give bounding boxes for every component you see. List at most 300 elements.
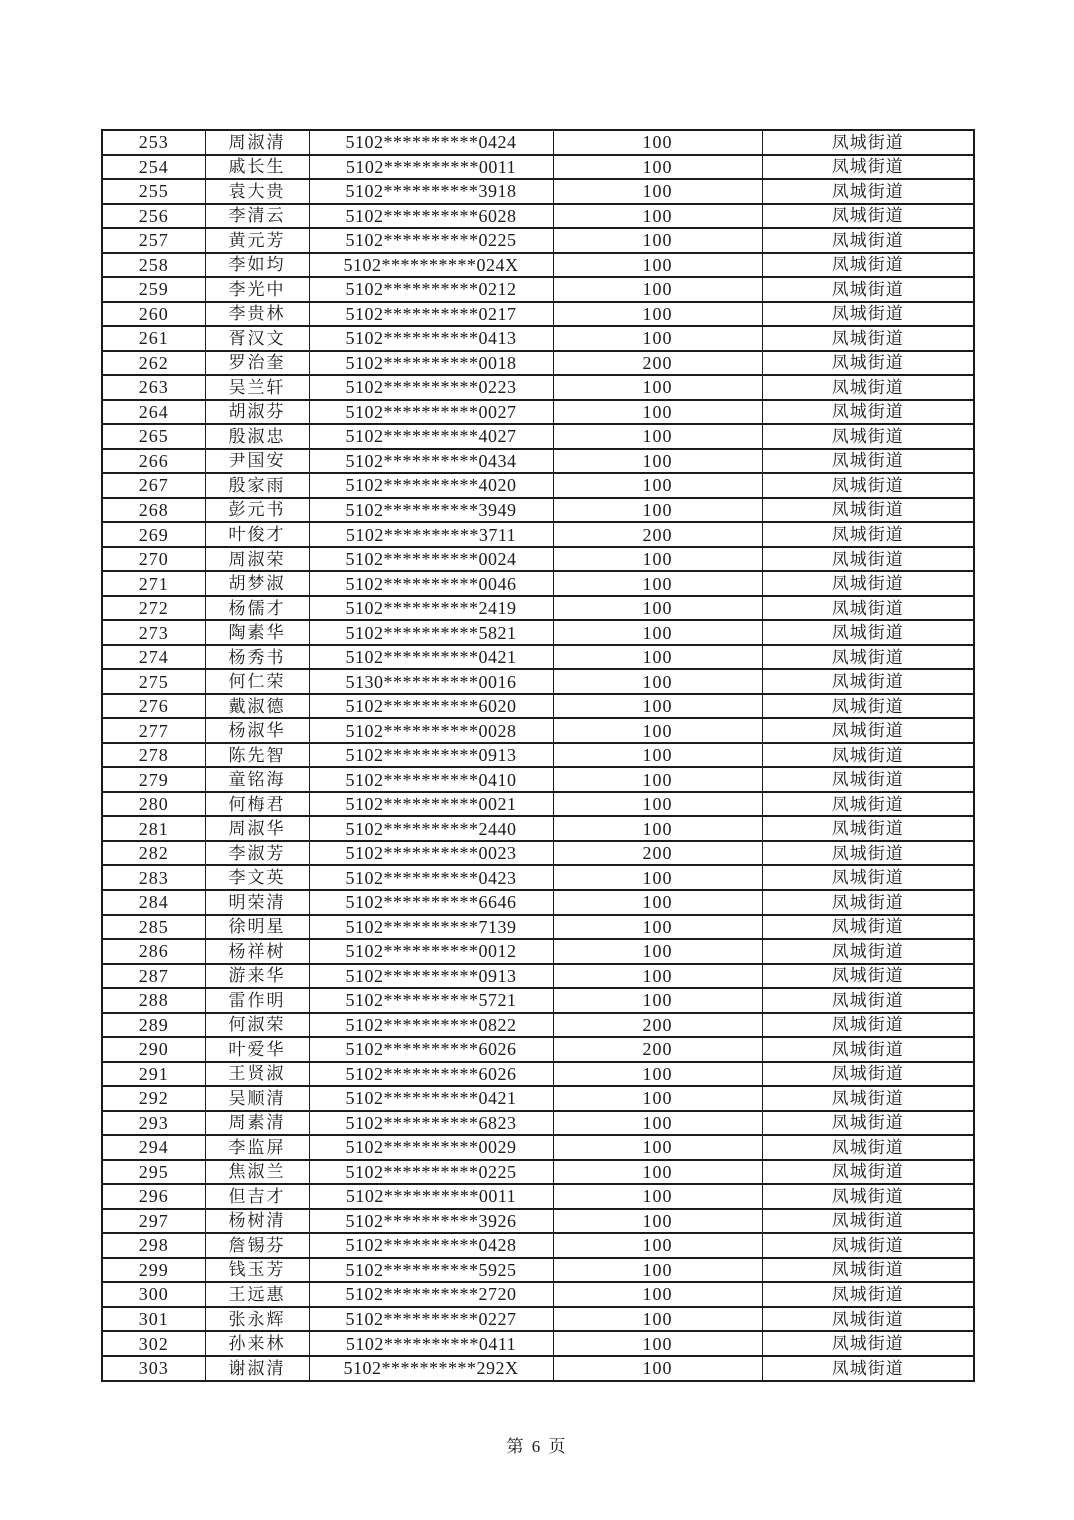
row-number-cell: 273 — [102, 620, 205, 645]
row-number-cell: 253 — [102, 130, 205, 155]
row-number-cell: 254 — [102, 155, 205, 180]
table-row — [102, 1282, 974, 1307]
row-number-cell: 268 — [102, 498, 205, 523]
amount-cell: 100 — [553, 816, 762, 841]
amount-cell: 100 — [553, 964, 762, 989]
id-number-cell: 5102**********0225 — [309, 1160, 553, 1185]
id-number-cell: 5102**********6823 — [309, 1111, 553, 1136]
id-number-cell: 5102**********6028 — [309, 204, 553, 229]
street-cell: 凤城街道 — [762, 743, 974, 768]
street-cell: 凤城街道 — [762, 596, 974, 621]
name-cell: 胥汉文 — [205, 326, 309, 351]
street-cell: 凤城街道 — [762, 1135, 974, 1160]
street-cell: 凤城街道 — [762, 1013, 974, 1038]
row-number-cell: 283 — [102, 865, 205, 890]
table-row — [102, 1184, 974, 1209]
street-cell: 凤城街道 — [762, 400, 974, 425]
id-number-cell: 5102**********3949 — [309, 498, 553, 523]
name-cell: 陈先智 — [205, 743, 309, 768]
street-cell: 凤城街道 — [762, 547, 974, 572]
table-row — [102, 1160, 974, 1185]
street-cell: 凤城街道 — [762, 645, 974, 670]
id-number-cell: 5102**********3926 — [309, 1209, 553, 1234]
street-cell: 凤城街道 — [762, 155, 974, 180]
amount-cell: 100 — [553, 253, 762, 278]
street-cell: 凤城街道 — [762, 1037, 974, 1062]
table-row — [102, 1037, 974, 1062]
row-number-cell: 271 — [102, 571, 205, 596]
street-cell: 凤城街道 — [762, 841, 974, 866]
amount-cell: 100 — [553, 1209, 762, 1234]
amount-cell: 100 — [553, 988, 762, 1013]
street-cell: 凤城街道 — [762, 130, 974, 155]
id-number-cell: 5102**********6020 — [309, 694, 553, 719]
name-cell: 杨祥树 — [205, 939, 309, 964]
id-number-cell: 5102**********0421 — [309, 1086, 553, 1111]
street-cell: 凤城街道 — [762, 473, 974, 498]
id-number-cell: 5102**********5721 — [309, 988, 553, 1013]
table-row — [102, 988, 974, 1013]
street-cell: 凤城街道 — [762, 816, 974, 841]
id-number-cell: 5102**********0822 — [309, 1013, 553, 1038]
name-cell: 戚长生 — [205, 155, 309, 180]
amount-cell: 200 — [553, 351, 762, 376]
street-cell: 凤城街道 — [762, 498, 974, 523]
street-cell: 凤城街道 — [762, 890, 974, 915]
table-row — [102, 130, 974, 155]
id-number-cell: 5102**********0046 — [309, 571, 553, 596]
table-row — [102, 302, 974, 327]
row-number-cell: 293 — [102, 1111, 205, 1136]
name-cell: 殷家雨 — [205, 473, 309, 498]
id-number-cell: 5102**********5925 — [309, 1258, 553, 1283]
amount-cell: 100 — [553, 424, 762, 449]
amount-cell: 100 — [553, 1356, 762, 1381]
table-row — [102, 1062, 974, 1087]
street-cell: 凤城街道 — [762, 694, 974, 719]
id-number-cell: 5102**********3918 — [309, 179, 553, 204]
amount-cell: 100 — [553, 1111, 762, 1136]
amount-cell: 100 — [553, 155, 762, 180]
street-cell: 凤城街道 — [762, 1184, 974, 1209]
table-row — [102, 277, 974, 302]
name-cell: 李如均 — [205, 253, 309, 278]
name-cell: 周素清 — [205, 1111, 309, 1136]
amount-cell: 100 — [553, 620, 762, 645]
row-number-cell: 257 — [102, 228, 205, 253]
street-cell: 凤城街道 — [762, 865, 974, 890]
name-cell: 徐明星 — [205, 915, 309, 940]
table-row — [102, 596, 974, 621]
amount-cell: 100 — [553, 915, 762, 940]
name-cell: 何仁荣 — [205, 669, 309, 694]
amount-cell: 100 — [553, 1160, 762, 1185]
table-row — [102, 743, 974, 768]
row-number-cell: 292 — [102, 1086, 205, 1111]
amount-cell: 100 — [553, 669, 762, 694]
name-cell: 罗治奎 — [205, 351, 309, 376]
table-row — [102, 645, 974, 670]
amount-cell: 100 — [553, 1307, 762, 1332]
row-number-cell: 277 — [102, 718, 205, 743]
amount-cell: 100 — [553, 767, 762, 792]
table-row — [102, 694, 974, 719]
amount-cell: 100 — [553, 400, 762, 425]
street-cell: 凤城街道 — [762, 1233, 974, 1258]
amount-cell: 100 — [553, 326, 762, 351]
row-number-cell: 303 — [102, 1356, 205, 1381]
row-number-cell: 280 — [102, 792, 205, 817]
id-number-cell: 5102**********0428 — [309, 1233, 553, 1258]
amount-cell: 100 — [553, 645, 762, 670]
table-row — [102, 179, 974, 204]
name-cell: 明荣清 — [205, 890, 309, 915]
id-number-cell: 5130**********0016 — [309, 669, 553, 694]
street-cell: 凤城街道 — [762, 988, 974, 1013]
amount-cell: 100 — [553, 694, 762, 719]
amount-cell: 100 — [553, 498, 762, 523]
id-number-cell: 5102**********0212 — [309, 277, 553, 302]
name-cell: 杨儒才 — [205, 596, 309, 621]
table-row — [102, 792, 974, 817]
street-cell: 凤城街道 — [762, 1062, 974, 1087]
street-cell: 凤城街道 — [762, 277, 974, 302]
street-cell: 凤城街道 — [762, 351, 974, 376]
table-row — [102, 1013, 974, 1038]
street-cell: 凤城街道 — [762, 449, 974, 474]
name-cell: 吴顺清 — [205, 1086, 309, 1111]
street-cell: 凤城街道 — [762, 1356, 974, 1381]
amount-cell: 100 — [553, 1086, 762, 1111]
amount-cell: 200 — [553, 1013, 762, 1038]
street-cell: 凤城街道 — [762, 522, 974, 547]
name-cell: 尹国安 — [205, 449, 309, 474]
row-number-cell: 265 — [102, 424, 205, 449]
id-number-cell: 5102**********0024 — [309, 547, 553, 572]
row-number-cell: 282 — [102, 841, 205, 866]
id-number-cell: 5102**********0423 — [309, 865, 553, 890]
amount-cell: 100 — [553, 228, 762, 253]
table-row — [102, 1086, 974, 1111]
row-number-cell: 279 — [102, 767, 205, 792]
table-row — [102, 915, 974, 940]
id-number-cell: 5102**********0421 — [309, 645, 553, 670]
name-cell: 李贵林 — [205, 302, 309, 327]
roster-table-body — [102, 130, 974, 1381]
name-cell: 周淑清 — [205, 130, 309, 155]
table-row — [102, 522, 974, 547]
name-cell: 李淑芳 — [205, 841, 309, 866]
table-row — [102, 767, 974, 792]
street-cell: 凤城街道 — [762, 792, 974, 817]
amount-cell: 100 — [553, 130, 762, 155]
name-cell: 王贤淑 — [205, 1062, 309, 1087]
id-number-cell: 5102**********2440 — [309, 816, 553, 841]
row-number-cell: 295 — [102, 1160, 205, 1185]
id-number-cell: 5102**********0411 — [309, 1331, 553, 1356]
amount-cell: 100 — [553, 449, 762, 474]
name-cell: 杨淑华 — [205, 718, 309, 743]
name-cell: 袁大贵 — [205, 179, 309, 204]
row-number-cell: 274 — [102, 645, 205, 670]
name-cell: 周淑荣 — [205, 547, 309, 572]
table-row — [102, 669, 974, 694]
table-row — [102, 1331, 974, 1356]
name-cell: 王远惠 — [205, 1282, 309, 1307]
id-number-cell: 5102**********7139 — [309, 915, 553, 940]
row-number-cell: 281 — [102, 816, 205, 841]
name-cell: 陶素华 — [205, 620, 309, 645]
name-cell: 游来华 — [205, 964, 309, 989]
id-number-cell: 5102**********0018 — [309, 351, 553, 376]
table-row — [102, 939, 974, 964]
id-number-cell: 5102**********024X — [309, 253, 553, 278]
row-number-cell: 258 — [102, 253, 205, 278]
table-row — [102, 1233, 974, 1258]
id-number-cell: 5102**********0027 — [309, 400, 553, 425]
amount-cell: 100 — [553, 1233, 762, 1258]
amount-cell: 100 — [553, 204, 762, 229]
table-row — [102, 865, 974, 890]
table-row — [102, 547, 974, 572]
id-number-cell: 5102**********0023 — [309, 841, 553, 866]
table-row — [102, 375, 974, 400]
id-number-cell: 5102**********0913 — [309, 964, 553, 989]
row-number-cell: 256 — [102, 204, 205, 229]
row-number-cell: 267 — [102, 473, 205, 498]
name-cell: 戴淑德 — [205, 694, 309, 719]
street-cell: 凤城街道 — [762, 964, 974, 989]
id-number-cell: 5102**********0028 — [309, 718, 553, 743]
table-row — [102, 326, 974, 351]
street-cell: 凤城街道 — [762, 1258, 974, 1283]
row-number-cell: 288 — [102, 988, 205, 1013]
name-cell: 胡梦淑 — [205, 571, 309, 596]
row-number-cell: 298 — [102, 1233, 205, 1258]
row-number-cell: 269 — [102, 522, 205, 547]
name-cell: 李清云 — [205, 204, 309, 229]
name-cell: 杨秀书 — [205, 645, 309, 670]
row-number-cell: 263 — [102, 375, 205, 400]
street-cell: 凤城街道 — [762, 767, 974, 792]
row-number-cell: 296 — [102, 1184, 205, 1209]
id-number-cell: 5102**********2720 — [309, 1282, 553, 1307]
table-row — [102, 1258, 974, 1283]
amount-cell: 100 — [553, 1258, 762, 1283]
amount-cell: 100 — [553, 792, 762, 817]
street-cell: 凤城街道 — [762, 571, 974, 596]
row-number-cell: 302 — [102, 1331, 205, 1356]
amount-cell: 100 — [553, 571, 762, 596]
name-cell: 何梅君 — [205, 792, 309, 817]
name-cell: 叶俊才 — [205, 522, 309, 547]
id-number-cell: 5102**********6026 — [309, 1062, 553, 1087]
table-row — [102, 424, 974, 449]
amount-cell: 100 — [553, 547, 762, 572]
name-cell: 黄元芳 — [205, 228, 309, 253]
row-number-cell: 266 — [102, 449, 205, 474]
amount-cell: 200 — [553, 522, 762, 547]
name-cell: 吴兰轩 — [205, 375, 309, 400]
table-row — [102, 890, 974, 915]
row-number-cell: 272 — [102, 596, 205, 621]
table-row — [102, 1209, 974, 1234]
row-number-cell: 264 — [102, 400, 205, 425]
name-cell: 周淑华 — [205, 816, 309, 841]
row-number-cell: 299 — [102, 1258, 205, 1283]
table-row — [102, 964, 974, 989]
table-row — [102, 1307, 974, 1332]
table-row — [102, 400, 974, 425]
street-cell: 凤城街道 — [762, 1209, 974, 1234]
roster-table — [101, 129, 975, 1382]
amount-cell: 100 — [553, 375, 762, 400]
table-row — [102, 841, 974, 866]
table-row — [102, 351, 974, 376]
row-number-cell: 284 — [102, 890, 205, 915]
name-cell: 张永辉 — [205, 1307, 309, 1332]
name-cell: 童铭海 — [205, 767, 309, 792]
row-number-cell: 286 — [102, 939, 205, 964]
street-cell: 凤城街道 — [762, 1086, 974, 1111]
name-cell: 但吉才 — [205, 1184, 309, 1209]
row-number-cell: 275 — [102, 669, 205, 694]
amount-cell: 100 — [553, 890, 762, 915]
name-cell: 李光中 — [205, 277, 309, 302]
table-row — [102, 1356, 974, 1381]
street-cell: 凤城街道 — [762, 326, 974, 351]
id-number-cell: 5102**********0217 — [309, 302, 553, 327]
id-number-cell: 5102**********0227 — [309, 1307, 553, 1332]
row-number-cell: 285 — [102, 915, 205, 940]
street-cell: 凤城街道 — [762, 669, 974, 694]
id-number-cell: 5102**********0225 — [309, 228, 553, 253]
amount-cell: 100 — [553, 865, 762, 890]
amount-cell: 100 — [553, 596, 762, 621]
table-row — [102, 816, 974, 841]
row-number-cell: 259 — [102, 277, 205, 302]
name-cell: 李监屏 — [205, 1135, 309, 1160]
id-number-cell: 5102**********0410 — [309, 767, 553, 792]
name-cell: 焦淑兰 — [205, 1160, 309, 1185]
amount-cell: 100 — [553, 277, 762, 302]
table-row — [102, 718, 974, 743]
amount-cell: 100 — [553, 718, 762, 743]
street-cell: 凤城街道 — [762, 375, 974, 400]
name-cell: 杨树清 — [205, 1209, 309, 1234]
id-number-cell: 5102**********2419 — [309, 596, 553, 621]
name-cell: 彭元书 — [205, 498, 309, 523]
name-cell: 詹锡芬 — [205, 1233, 309, 1258]
amount-cell: 100 — [553, 302, 762, 327]
table-row — [102, 473, 974, 498]
row-number-cell: 297 — [102, 1209, 205, 1234]
row-number-cell: 290 — [102, 1037, 205, 1062]
id-number-cell: 5102**********292X — [309, 1356, 553, 1381]
id-number-cell: 5102**********0913 — [309, 743, 553, 768]
name-cell: 雷作明 — [205, 988, 309, 1013]
id-number-cell: 5102**********0424 — [309, 130, 553, 155]
table-row — [102, 1135, 974, 1160]
row-number-cell: 270 — [102, 547, 205, 572]
table-row — [102, 204, 974, 229]
table-row — [102, 253, 974, 278]
id-number-cell: 5102**********0223 — [309, 375, 553, 400]
row-number-cell: 291 — [102, 1062, 205, 1087]
street-cell: 凤城街道 — [762, 1331, 974, 1356]
row-number-cell: 294 — [102, 1135, 205, 1160]
street-cell: 凤城街道 — [762, 939, 974, 964]
street-cell: 凤城街道 — [762, 620, 974, 645]
row-number-cell: 255 — [102, 179, 205, 204]
street-cell: 凤城街道 — [762, 228, 974, 253]
page-number-footer: 第 6 页 — [506, 1437, 568, 1456]
table-row — [102, 620, 974, 645]
id-number-cell: 5102**********3711 — [309, 522, 553, 547]
street-cell: 凤城街道 — [762, 1307, 974, 1332]
amount-cell: 100 — [553, 1135, 762, 1160]
row-number-cell: 260 — [102, 302, 205, 327]
row-number-cell: 287 — [102, 964, 205, 989]
street-cell: 凤城街道 — [762, 424, 974, 449]
row-number-cell: 301 — [102, 1307, 205, 1332]
amount-cell: 100 — [553, 473, 762, 498]
name-cell: 殷淑忠 — [205, 424, 309, 449]
street-cell: 凤城街道 — [762, 1160, 974, 1185]
amount-cell: 100 — [553, 1282, 762, 1307]
street-cell: 凤城街道 — [762, 179, 974, 204]
table-row — [102, 228, 974, 253]
id-number-cell: 5102**********0011 — [309, 1184, 553, 1209]
id-number-cell: 5102**********0029 — [309, 1135, 553, 1160]
amount-cell: 100 — [553, 1062, 762, 1087]
name-cell: 孙来林 — [205, 1331, 309, 1356]
amount-cell: 200 — [553, 841, 762, 866]
table-row — [102, 1111, 974, 1136]
amount-cell: 100 — [553, 1331, 762, 1356]
name-cell: 钱玉芳 — [205, 1258, 309, 1283]
amount-cell: 100 — [553, 179, 762, 204]
amount-cell: 200 — [553, 1037, 762, 1062]
id-number-cell: 5102**********0413 — [309, 326, 553, 351]
table-row — [102, 498, 974, 523]
table-row — [102, 571, 974, 596]
id-number-cell: 5102**********0011 — [309, 155, 553, 180]
row-number-cell: 261 — [102, 326, 205, 351]
street-cell: 凤城街道 — [762, 302, 974, 327]
table-row — [102, 449, 974, 474]
street-cell: 凤城街道 — [762, 1111, 974, 1136]
id-number-cell: 5102**********0021 — [309, 792, 553, 817]
amount-cell: 100 — [553, 1184, 762, 1209]
id-number-cell: 5102**********4027 — [309, 424, 553, 449]
id-number-cell: 5102**********6646 — [309, 890, 553, 915]
row-number-cell: 300 — [102, 1282, 205, 1307]
row-number-cell: 289 — [102, 1013, 205, 1038]
amount-cell: 100 — [553, 939, 762, 964]
id-number-cell: 5102**********5821 — [309, 620, 553, 645]
id-number-cell: 5102**********0434 — [309, 449, 553, 474]
name-cell: 何淑荣 — [205, 1013, 309, 1038]
street-cell: 凤城街道 — [762, 253, 974, 278]
name-cell: 叶爱华 — [205, 1037, 309, 1062]
id-number-cell: 5102**********6026 — [309, 1037, 553, 1062]
name-cell: 谢淑清 — [205, 1356, 309, 1381]
name-cell: 李文英 — [205, 865, 309, 890]
street-cell: 凤城街道 — [762, 718, 974, 743]
name-cell: 胡淑芬 — [205, 400, 309, 425]
amount-cell: 100 — [553, 743, 762, 768]
